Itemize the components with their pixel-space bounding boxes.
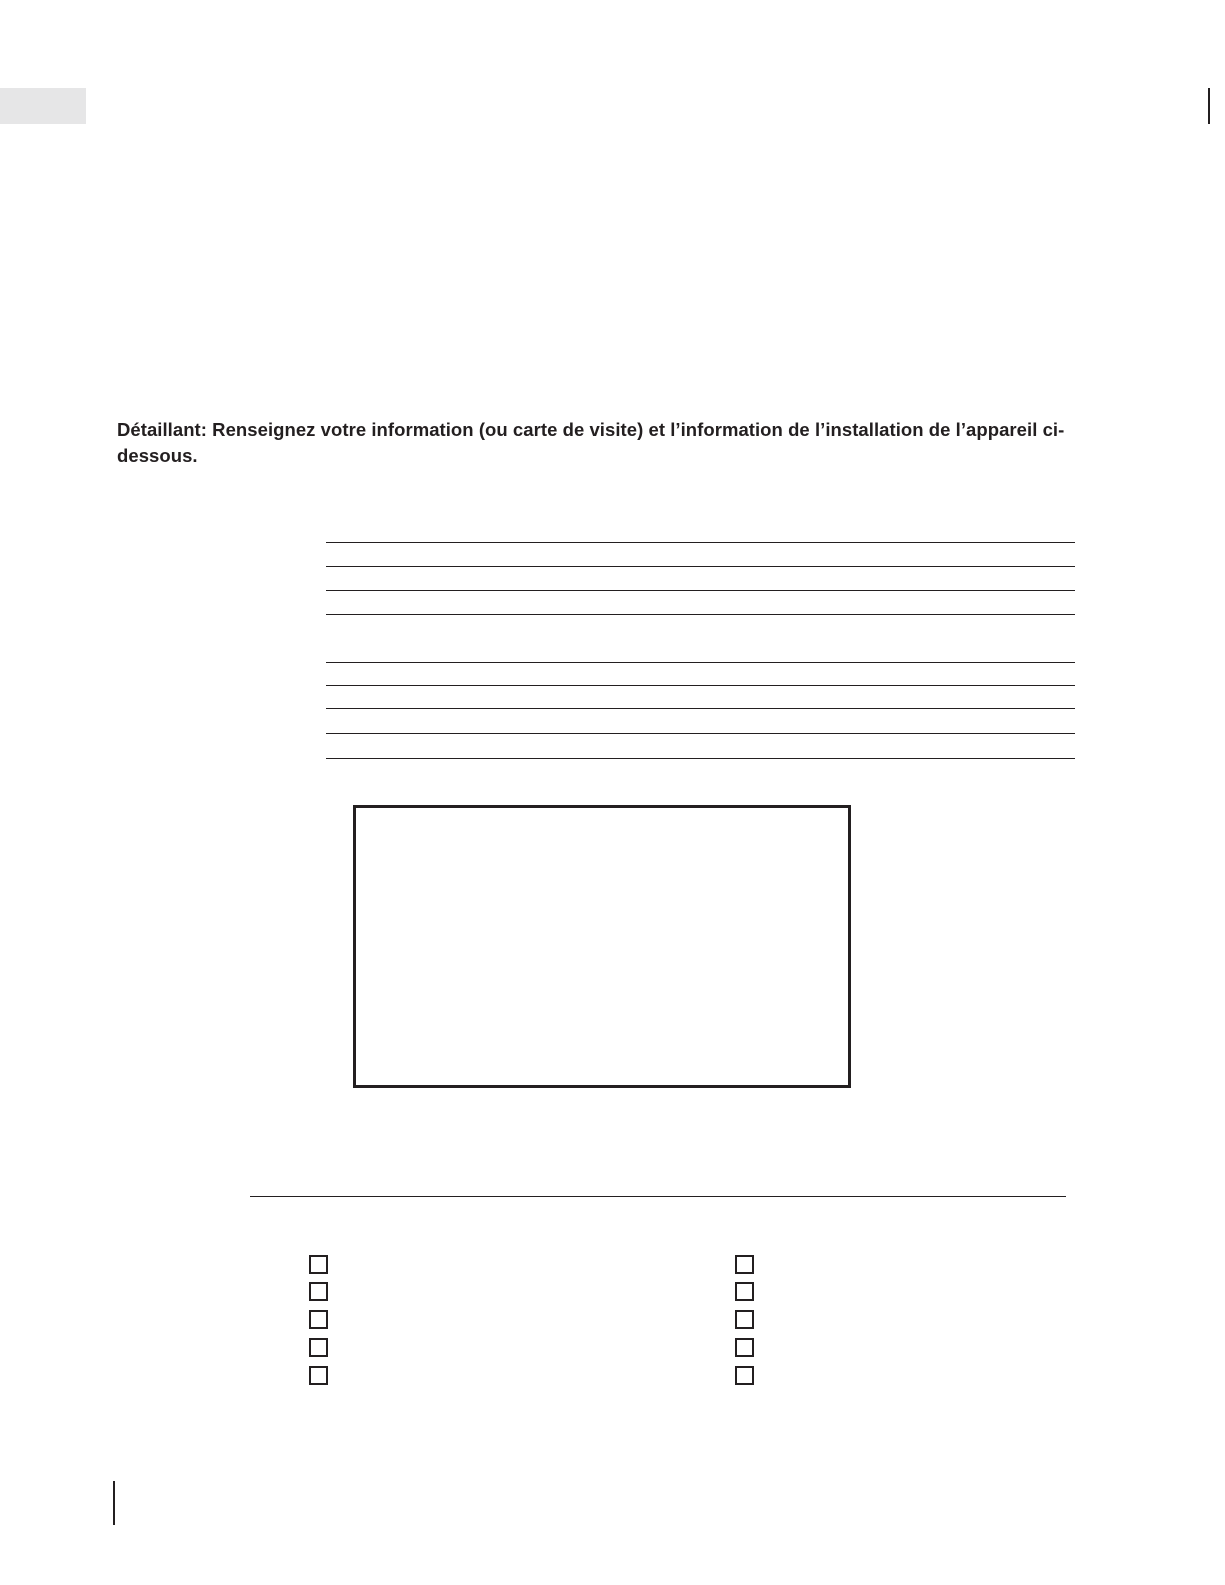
form-field-line[interactable] <box>326 662 1075 663</box>
checkbox[interactable] <box>735 1255 754 1274</box>
checkbox[interactable] <box>309 1338 328 1357</box>
form-field-line[interactable] <box>326 708 1075 709</box>
checkbox[interactable] <box>735 1338 754 1357</box>
page-edge-mark <box>1208 88 1210 124</box>
form-field-line[interactable] <box>326 685 1075 686</box>
form-field-line[interactable] <box>326 614 1075 615</box>
checkbox[interactable] <box>309 1366 328 1385</box>
checkbox[interactable] <box>735 1310 754 1329</box>
form-field-line[interactable] <box>326 590 1075 591</box>
section-divider <box>250 1196 1066 1197</box>
form-field-line[interactable] <box>326 758 1075 759</box>
business-card-box <box>353 805 851 1088</box>
checkbox[interactable] <box>309 1310 328 1329</box>
checkbox[interactable] <box>735 1366 754 1385</box>
page-edge-tab <box>0 88 86 124</box>
dealer-instruction-text: Détaillant: Renseignez votre information (ou carte de visite) et l’information de l’installation de l’appareil ci-dessous. <box>117 419 1065 466</box>
checkbox[interactable] <box>309 1282 328 1301</box>
form-field-line[interactable] <box>326 733 1075 734</box>
checkbox[interactable] <box>309 1255 328 1274</box>
margin-bar <box>113 1481 115 1525</box>
form-field-line[interactable] <box>326 542 1075 543</box>
checkbox[interactable] <box>735 1282 754 1301</box>
form-field-line[interactable] <box>326 566 1075 567</box>
